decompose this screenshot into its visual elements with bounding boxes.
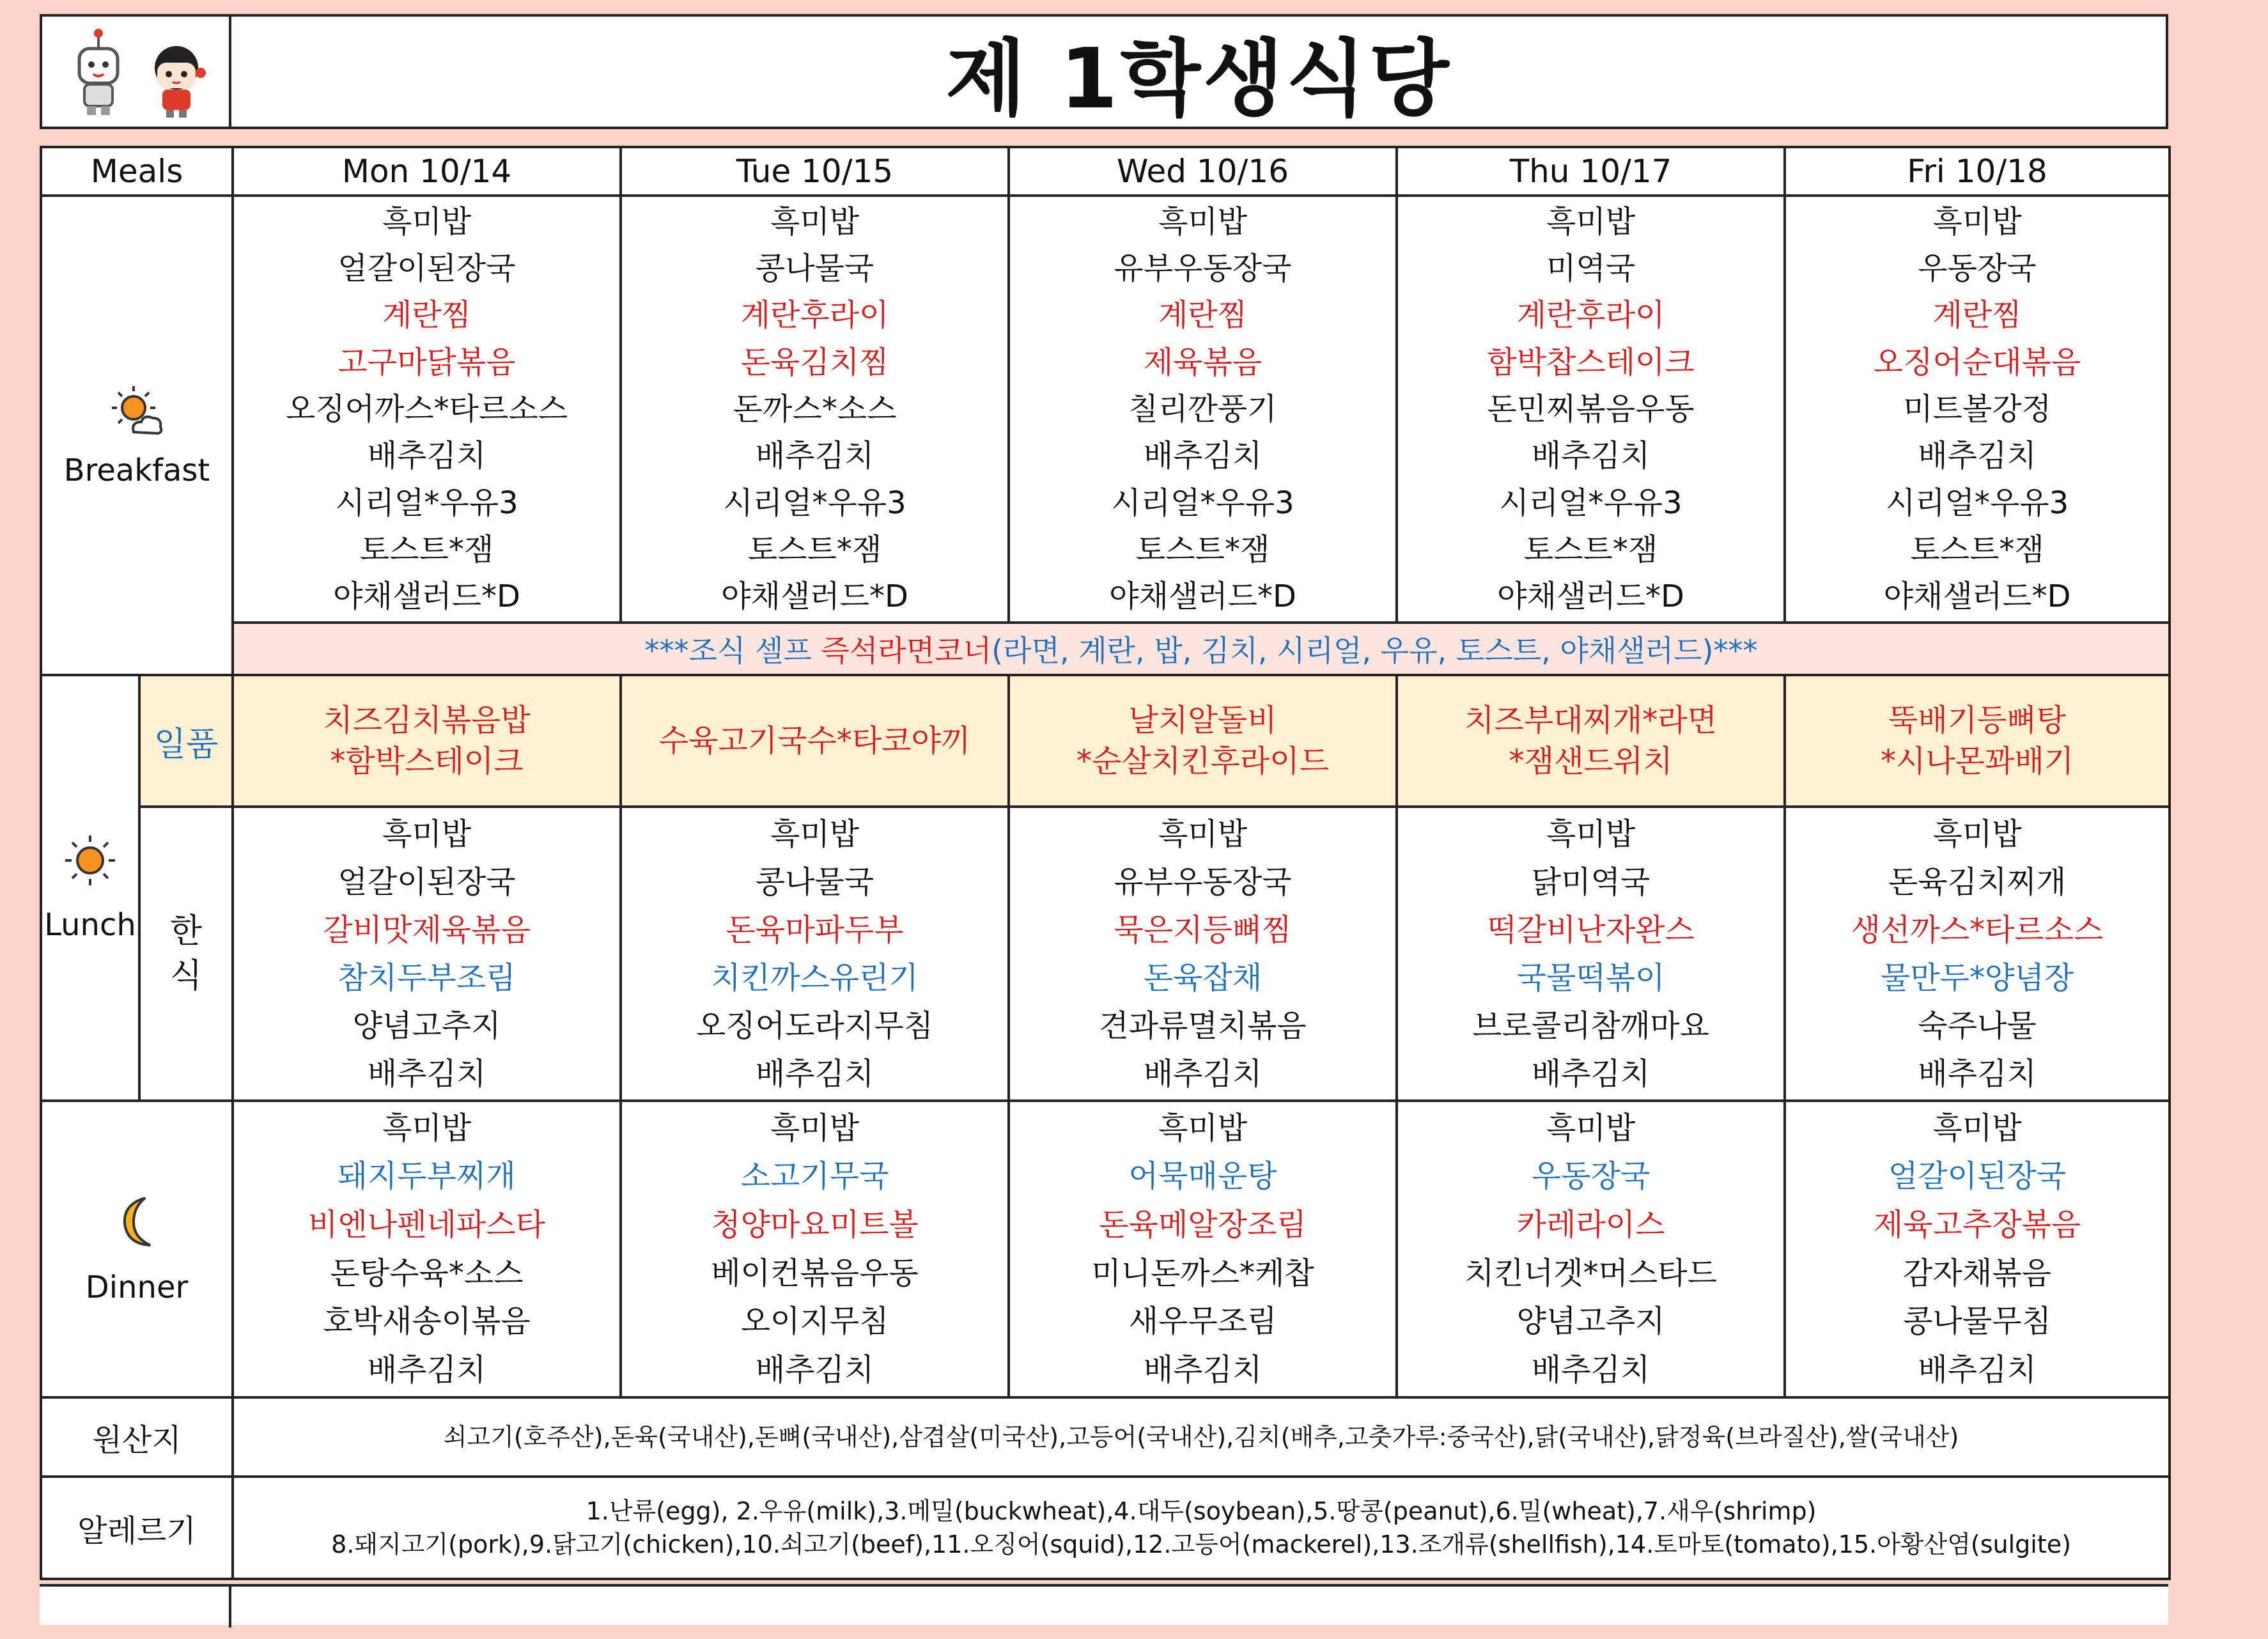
menu-item: 소고기무국 <box>740 1158 889 1195</box>
menu-item: 야채샐러드*D <box>333 579 520 615</box>
moon-icon <box>114 1193 159 1250</box>
menu-item: 미역국 <box>1546 250 1636 286</box>
menu-item: 돈민찌볶음우동 <box>1487 391 1695 427</box>
menu-item: 흑미밥 <box>1546 816 1636 852</box>
menu-sheet <box>40 14 2168 1625</box>
menu-item: 돈까스*소스 <box>733 391 897 427</box>
lunch-label: Lunch <box>44 907 136 943</box>
menu-item: 우동장국 <box>1531 1158 1651 1195</box>
menu-item: 계란찜 <box>382 297 472 334</box>
menu-item: 숙주나물 <box>1918 1007 2037 1044</box>
menu-item: 배추김치 <box>1143 438 1262 474</box>
menu-item: 배추김치 <box>755 438 874 474</box>
menu-item: 생선까스*타르소스 <box>1851 912 2104 948</box>
menu-item: 배추김치 <box>1918 1055 2037 1092</box>
lunch-korean-cell <box>621 807 1009 1101</box>
self-corner-pre: ***조식 셀프 <box>644 633 821 668</box>
menu-item: 국물떡볶이 <box>1516 959 1665 996</box>
lunch-korean-cell <box>1009 807 1397 1101</box>
menu-item: 흑미밥 <box>1932 203 2022 240</box>
menu-item: 콩나물무침 <box>1903 1303 2051 1340</box>
self-corner-highlight: 즉석라면코너 <box>821 633 992 668</box>
menu-item: 돈육마파두부 <box>726 912 904 948</box>
menu-item: 시리얼*우유3 <box>1499 485 1682 521</box>
menu-item: 카레라이스 <box>1516 1207 1665 1243</box>
menu-item: 치킨까스유린기 <box>711 959 919 996</box>
menu-item: 돈육김치찜 <box>740 344 889 380</box>
menu-item: 계란찜 <box>1158 297 1248 334</box>
day-header: Fri 10/18 <box>1785 147 2170 196</box>
menu-item: 배추김치 <box>755 1352 874 1388</box>
menu-item: 오징어순대볶음 <box>1873 344 2081 380</box>
menu-item: 흑미밥 <box>1546 203 1636 240</box>
menu-item: 제육고추장볶음 <box>1873 1207 2081 1243</box>
menu-item: 시리얼*우유3 <box>723 485 906 521</box>
menu-item: 배추김치 <box>1531 1352 1651 1388</box>
dinner-cell <box>1397 1101 1785 1397</box>
menu-item: 계란후라이 <box>1516 297 1665 334</box>
menu-item: 견과류멸치볶음 <box>1099 1007 1307 1044</box>
menu-item: 청양마요미트볼 <box>711 1207 919 1243</box>
menu-item: 시리얼*우유3 <box>335 485 518 521</box>
menu-item: 오징어도라지무침 <box>696 1007 933 1044</box>
menu-item: 얼갈이된장국 <box>1888 1158 2067 1195</box>
lunch-korean-row <box>41 807 2170 1101</box>
menu-item: 돈육메알장조림 <box>1099 1207 1307 1243</box>
lunch-label-cell <box>41 675 139 1101</box>
menu-item: *순살치킨후라이드 <box>1076 743 1329 779</box>
menu-item: 흑미밥 <box>382 1110 472 1146</box>
lunch-korean-cell <box>1785 807 2170 1101</box>
menu-item: 토스트*잼 <box>747 531 882 568</box>
lunch-special-cell <box>1397 675 1785 807</box>
menu-item: 뚝배기등뼈탕 <box>1888 703 2067 738</box>
menu-item: 치즈부대찌개*라면 <box>1464 703 1717 738</box>
menu-item: 미니돈까스*케찹 <box>1091 1255 1314 1291</box>
menu-item: 흑미밥 <box>1546 1110 1636 1146</box>
menu-item: 토스트*잼 <box>1523 531 1658 568</box>
menu-item: 시리얼*우유3 <box>1885 485 2069 521</box>
self-corner-row <box>41 623 2170 675</box>
menu-item: 날치알돌비 <box>1128 703 1277 738</box>
menu-item: 돈탕수육*소스 <box>330 1255 524 1291</box>
header-row <box>41 147 2170 196</box>
menu-item: 닭미역국 <box>1531 864 1651 900</box>
self-corner-notice <box>233 623 2170 675</box>
dinner-cell <box>1009 1101 1397 1397</box>
menu-item: 배추김치 <box>1531 1055 1651 1092</box>
breakfast-cell <box>1009 196 1397 623</box>
menu-item: 흑미밥 <box>1158 203 1248 240</box>
menu-item: 흑미밥 <box>1158 1110 1248 1146</box>
menu-item: 흑미밥 <box>1932 1110 2022 1146</box>
menu-item: 배추김치 <box>1918 438 2037 474</box>
menu-item: 돈육김치찌개 <box>1888 864 2067 900</box>
menu-item: 돈육잡채 <box>1143 959 1262 996</box>
menu-item: 미트볼강정 <box>1903 391 2051 427</box>
menu-item: 계란후라이 <box>740 297 889 334</box>
day-header: Mon 10/14 <box>233 147 621 196</box>
lunch-special-row <box>41 675 2170 807</box>
menu-item: 브로콜리참깨마요 <box>1472 1007 1709 1044</box>
menu-item: 얼갈이된장국 <box>338 864 516 900</box>
menu-item: 호박새송이볶음 <box>323 1303 531 1340</box>
menu-item: 배추김치 <box>367 438 486 474</box>
menu-item: 콩나물국 <box>755 250 874 286</box>
menu-item: 치킨너겟*머스타드 <box>1464 1255 1717 1291</box>
sun-cloud-icon <box>108 382 166 440</box>
menu-item: 배추김치 <box>755 1055 874 1092</box>
menu-item: 제육볶음 <box>1143 344 1262 380</box>
lunch-korean-cell <box>233 807 621 1101</box>
lunch-special-cell <box>621 675 1009 807</box>
menu-item: 수육고기국수*타코야끼 <box>658 723 971 759</box>
menu-item: 어묵매운탕 <box>1128 1158 1277 1195</box>
breakfast-cell <box>1397 196 1785 623</box>
origin-row <box>41 1397 2170 1477</box>
menu-item: 야채샐러드*D <box>1883 579 2071 615</box>
dinner-cell <box>621 1101 1009 1397</box>
menu-item: 유부우동장국 <box>1114 250 1292 286</box>
menu-item: 야채샐러드*D <box>1109 579 1296 615</box>
menu-item: 배추김치 <box>1531 438 1651 474</box>
menu-item: 베이컨볶음우동 <box>711 1255 919 1291</box>
menu-item: 배추김치 <box>1143 1352 1262 1388</box>
mascot-icon <box>42 17 234 127</box>
breakfast-row <box>41 196 2170 623</box>
menu-item: 떡갈비난자완스 <box>1487 912 1695 948</box>
allergy-line-1: 1.난류(egg), 2.우유(milk),3.메밀(buckwheat),4.대두(soybean),5.땅콩(peanut),6.밀(wheat),7.새우(shrimp) <box>586 1497 1817 1525</box>
menu-item: 흑미밥 <box>770 816 860 852</box>
menu-item: 배추김치 <box>1918 1352 2037 1388</box>
menu-item: *시나몬꽈배기 <box>1880 743 2074 779</box>
menu-item: 오징어까스*타르소스 <box>285 391 568 427</box>
menu-item: 얼갈이된장국 <box>338 250 516 286</box>
menu-item: *잼샌드위치 <box>1509 743 1673 779</box>
menu-item: 새우무조림 <box>1128 1303 1277 1340</box>
menu-item: 고구마닭볶음 <box>338 344 516 380</box>
menu-item: 흑미밥 <box>770 203 860 240</box>
dinner-row <box>41 1101 2170 1397</box>
menu-item: 양념고추지 <box>1516 1303 1665 1340</box>
menu-item: 참치두부조림 <box>338 959 516 996</box>
menu-item: 함박찹스테이크 <box>1487 344 1695 380</box>
menu-item: 야채샐러드*D <box>1497 579 1684 615</box>
menu-item: 갈비맛제육볶음 <box>323 912 531 948</box>
breakfast-cell <box>621 196 1009 623</box>
menu-item: 우동장국 <box>1918 250 2037 286</box>
menu-item: 흑미밥 <box>382 816 472 852</box>
title-cell <box>229 14 2168 129</box>
ilpum-label: 일품 <box>153 725 219 764</box>
menu-item: *함박스테이크 <box>330 743 524 779</box>
menu-item: 돼지두부찌개 <box>338 1158 516 1195</box>
menu-item: 콩나물국 <box>755 864 874 900</box>
menu-item: 묵은지등뼈찜 <box>1114 912 1292 948</box>
menu-item: 야채샐러드*D <box>721 579 908 615</box>
breakfast-cell <box>1785 196 2170 623</box>
menu-item: 비엔나펜네파스타 <box>308 1207 545 1243</box>
origin-text: 쇠고기(호주산),돈육(국내산),돈뼈(국내산),삼겹살(미국산),고등어(국내산),김치(배추,고춧가루:중국산),닭(국내산),닭정육(브라질산),쌀(국내산) <box>233 1397 2170 1477</box>
day-header: Wed 10/16 <box>1009 147 1397 196</box>
menu-item: 배추김치 <box>367 1055 486 1092</box>
dinner-cell <box>233 1101 621 1397</box>
page-title: 제 1학생식당 <box>945 29 1452 127</box>
lunch-korean-cell <box>1397 807 1785 1101</box>
hansik-label-cell <box>139 807 233 1101</box>
menu-item: 배추김치 <box>1143 1055 1262 1092</box>
breakfast-cell <box>233 196 621 623</box>
allergy-label: 알레르기 <box>41 1477 233 1579</box>
meals-header: Meals <box>41 147 233 196</box>
menu-item: 양념고추지 <box>352 1007 501 1044</box>
sun-icon <box>63 833 118 888</box>
day-header: Tue 10/15 <box>621 147 1009 196</box>
menu-table <box>40 146 2171 1580</box>
allergy-row <box>41 1477 2170 1579</box>
origin-label: 원산지 <box>41 1397 233 1477</box>
menu-item: 흑미밥 <box>382 203 472 240</box>
lunch-special-cell <box>233 675 621 807</box>
hansik-label: 한 식 <box>169 912 203 995</box>
menu-item: 배추김치 <box>367 1352 486 1388</box>
menu-item: 물만두*양념장 <box>1880 959 2074 996</box>
ilpum-label-cell <box>139 675 233 807</box>
menu-item: 치즈김치볶음밥 <box>323 703 531 738</box>
breakfast-label: Breakfast <box>63 453 210 488</box>
footer-strip <box>40 1584 2168 1625</box>
dinner-cell <box>1785 1101 2170 1397</box>
menu-item: 시리얼*우유3 <box>1111 485 1294 521</box>
menu-item: 토스트*잼 <box>1135 531 1270 568</box>
menu-item: 계란찜 <box>1932 297 2022 334</box>
allergy-line-2: 8.돼지고기(pork),9.닭고기(chicken),10.쇠고기(beef),11.오징어(squid),12.고등어(mackerel),13.조개류(shellfish),14.토마토(tomato),15.아황산염(sulgite) <box>331 1530 2071 1558</box>
menu-item: 유부우동장국 <box>1114 864 1292 900</box>
menu-item: 감자채볶음 <box>1903 1255 2051 1291</box>
breakfast-label-cell <box>41 196 233 675</box>
day-header: Thu 10/17 <box>1397 147 1785 196</box>
menu-item: 흑미밥 <box>1158 816 1248 852</box>
self-corner-post: (라면, 계란, 밥, 김치, 시리얼, 우유, 토스트, 야채샐러드)*** <box>991 633 1758 668</box>
dinner-label-cell <box>41 1101 233 1397</box>
menu-item: 토스트*잼 <box>1910 531 2044 568</box>
allergy-text <box>233 1477 2170 1579</box>
menu-item: 오이지무침 <box>740 1303 889 1340</box>
menu-item: 흑미밥 <box>1932 816 2022 852</box>
dinner-label: Dinner <box>85 1270 189 1305</box>
menu-item: 토스트*잼 <box>359 531 494 568</box>
menu-item: 칠리깐풍기 <box>1128 391 1277 427</box>
lunch-special-cell <box>1785 675 2170 807</box>
logo-cell <box>40 14 231 129</box>
lunch-special-cell <box>1009 675 1397 807</box>
menu-item: 흑미밥 <box>770 1110 860 1146</box>
